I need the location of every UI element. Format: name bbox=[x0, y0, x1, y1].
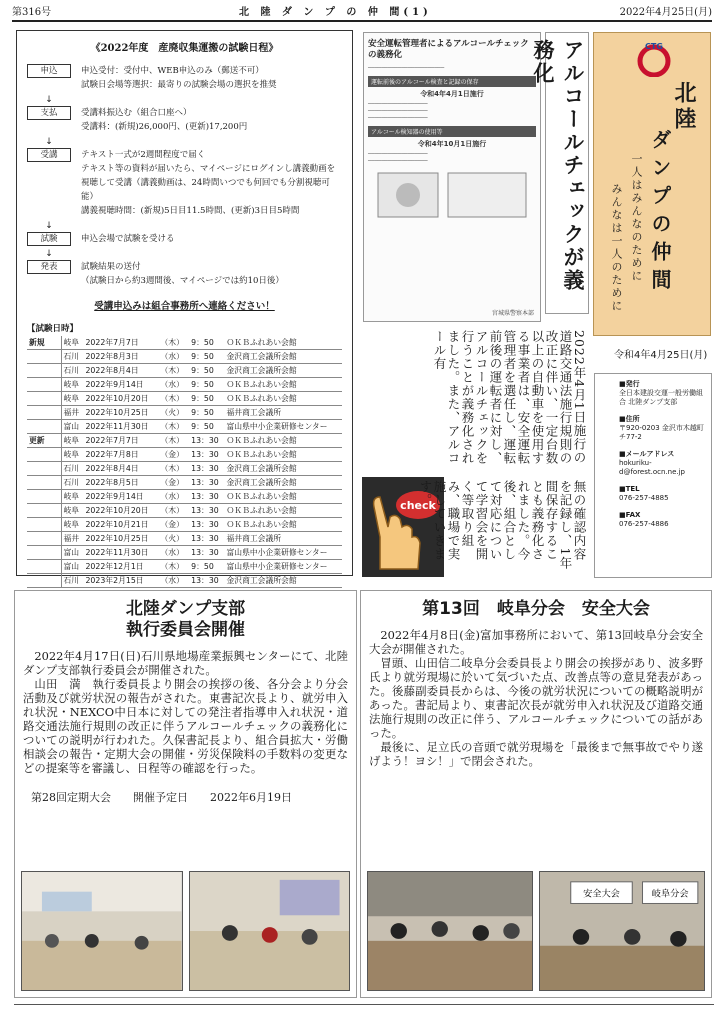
exam-cell: 9：50 bbox=[189, 364, 224, 378]
exam-cell: （水） bbox=[158, 546, 189, 560]
exam-row bbox=[27, 560, 342, 574]
exam-cell: （木） bbox=[158, 420, 189, 434]
poster-text-1: ─────────────────────── bbox=[368, 65, 445, 71]
exam-cell: 2022年7月7日 bbox=[83, 336, 158, 350]
schedule-steps bbox=[27, 64, 342, 288]
step-line: （試験日から約3週間後、マイページでは約10日後） bbox=[81, 276, 284, 286]
exam-category bbox=[27, 518, 61, 532]
schedule-step bbox=[27, 148, 342, 218]
exam-row bbox=[27, 504, 342, 518]
check-label: check bbox=[400, 499, 436, 512]
exam-cell: （火） bbox=[158, 532, 189, 546]
exam-cell: （水） bbox=[158, 490, 189, 504]
schedule-notice: 受講申込みは組合事務所へ連絡ください！ bbox=[94, 301, 275, 312]
exam-category bbox=[27, 476, 61, 490]
exam-row bbox=[27, 420, 342, 434]
exam-cell: 13：30 bbox=[189, 518, 224, 532]
exam-category bbox=[27, 504, 61, 518]
exam-cell: （木） bbox=[158, 336, 189, 350]
step-line: テキスト等の資料が届いたら、マイページにログインし講義動画を bbox=[81, 164, 336, 174]
fax-value: 076-257-4886 bbox=[619, 520, 669, 528]
exam-cell: （火） bbox=[158, 406, 189, 420]
exam-cell: 2022年10月21日 bbox=[83, 518, 158, 532]
exam-category bbox=[27, 420, 61, 434]
exam-category: 新規 bbox=[27, 336, 61, 350]
exam-category: 更新 bbox=[27, 434, 61, 448]
step-description bbox=[81, 106, 247, 134]
step-description bbox=[81, 148, 342, 218]
right-photos bbox=[367, 871, 705, 991]
safety-sign-1: 安全大会 bbox=[583, 889, 620, 900]
schedule-step bbox=[27, 106, 342, 134]
union-logo-icon bbox=[634, 41, 674, 77]
right-paragraph: 2022年4月8日(金)富加事務所において、第13回岐阜分会安全大会が開催された。 bbox=[369, 628, 703, 656]
exam-cell: 13：30 bbox=[189, 546, 224, 560]
step-line: 視聴して受講（講義動画は、24時間いつでも何回でも分割視聴可能） bbox=[81, 178, 330, 202]
masthead-motto-2: みんなは一人のために bbox=[610, 183, 623, 313]
exam-cell: （木） bbox=[158, 504, 189, 518]
publisher-name: 全日本建設交運一般労働組合 北陸ダンプ支部 bbox=[619, 389, 703, 406]
page-footer-rule bbox=[14, 1004, 714, 1005]
left-article-body bbox=[23, 649, 348, 775]
step-line: 受講料：(新規)26,000円、(更新)17,200円 bbox=[81, 122, 248, 132]
exam-row bbox=[27, 574, 342, 588]
exam-cell: 石川 bbox=[61, 476, 83, 490]
step-description bbox=[81, 260, 284, 288]
exam-cell: 2022年10月25日 bbox=[83, 532, 158, 546]
exam-cell: 2022年8月3日 bbox=[83, 350, 158, 364]
masthead-title: ダンプの仲間 bbox=[648, 129, 672, 297]
exam-cell: 13：30 bbox=[189, 462, 224, 476]
exam-cell: （木） bbox=[158, 462, 189, 476]
exam-row bbox=[27, 546, 342, 560]
step-label: 試験 bbox=[27, 232, 71, 246]
exam-cell: 2022年9月14日 bbox=[83, 490, 158, 504]
exam-cell: 石川 bbox=[61, 462, 83, 476]
exam-cell: （金） bbox=[158, 448, 189, 462]
exam-cell: ＯＫＢふれあい会館 bbox=[224, 490, 342, 504]
convention-plan: 第28回定期大会 開催予定日 2022年6月19日 bbox=[31, 791, 292, 804]
mail-value: hokuriku-d@forest.ocn.ne.jp bbox=[619, 459, 685, 476]
exam-cell: 13：30 bbox=[189, 448, 224, 462]
step-line: 試験結果の送付 bbox=[81, 262, 141, 272]
exam-cell: （水） bbox=[158, 378, 189, 392]
exam-cell: （木） bbox=[158, 560, 189, 574]
exam-row bbox=[27, 378, 342, 392]
step-arrow-icon: ↓ bbox=[45, 221, 53, 231]
mail-label: ■メールアドレス bbox=[619, 450, 675, 458]
logo-mark-text: CTG bbox=[645, 42, 663, 51]
poster-bar-1: 運転前後のアルコール検査と記録の保存 bbox=[368, 76, 536, 87]
exam-cell: （金） bbox=[158, 476, 189, 490]
right-paragraph: 冒頭、山田信二岐阜分会委員長より開会の挨拶があり、波多野氏より就労現場に於いて気づいた点、改善点等の意見発表があった。後藤副委員長からは、今後の就労状況についての概略説明があった。書記局より、東書記次長が就労申入れ状況及び道路交通法施行規則の改正に伴う、アルコールチェックについての話があった。 bbox=[369, 656, 703, 740]
exam-row bbox=[27, 532, 342, 546]
step-line: 講義視聴時間：(新規)5日目11.5時間、(更新)3日目5時間 bbox=[81, 206, 300, 216]
exam-cell: ＯＫＢふれあい会館 bbox=[224, 518, 342, 532]
exam-row bbox=[27, 364, 342, 378]
exam-dates-table bbox=[27, 336, 342, 588]
schedule-step bbox=[27, 64, 342, 92]
poster-illustration bbox=[368, 165, 536, 225]
exam-cell: 2022年10月20日 bbox=[83, 392, 158, 406]
publisher-info bbox=[594, 373, 712, 578]
exam-cell: 富山県中小企業研修センター bbox=[224, 560, 342, 574]
exam-category bbox=[27, 378, 61, 392]
page-header bbox=[12, 4, 712, 22]
tel-label: ■TEL bbox=[619, 485, 640, 493]
exam-cell: （木） bbox=[158, 392, 189, 406]
exam-category bbox=[27, 546, 61, 560]
exam-row bbox=[27, 462, 342, 476]
schedule-step bbox=[27, 232, 342, 246]
exam-cell: 2022年11月30日 bbox=[83, 420, 158, 434]
exam-cell: 金沢商工会議所会館 bbox=[224, 476, 342, 490]
exam-cell: ＯＫＢふれあい会館 bbox=[224, 434, 342, 448]
exam-row bbox=[27, 490, 342, 504]
exam-cell: （木） bbox=[158, 434, 189, 448]
exam-category bbox=[27, 490, 61, 504]
safety-photo-2 bbox=[539, 871, 705, 991]
exam-cell: 2022年10月20日 bbox=[83, 504, 158, 518]
exam-cell: ＯＫＢふれあい会館 bbox=[224, 448, 342, 462]
step-label: 支払 bbox=[27, 106, 71, 120]
tel-value: 076-257-4885 bbox=[619, 494, 669, 502]
step-label: 申込 bbox=[27, 64, 71, 78]
step-label: 発表 bbox=[27, 260, 71, 274]
exam-cell: 9：50 bbox=[189, 420, 224, 434]
poster-bar-2: アルコール検知器の使用等 bbox=[368, 126, 536, 137]
safety-photo-1 bbox=[367, 871, 533, 991]
step-description bbox=[81, 232, 175, 246]
exam-cell: 2022年12月1日 bbox=[83, 560, 158, 574]
exam-category bbox=[27, 364, 61, 378]
step-line: 申込受付：受付中、WEB申込のみ（郵送不可） bbox=[81, 66, 264, 76]
exam-cell: 9：50 bbox=[189, 350, 224, 364]
schedule-title: 《2022年度 産廃収集運搬の試験日程》 bbox=[90, 43, 279, 54]
exam-cell: 13：30 bbox=[189, 574, 224, 588]
alcohol-article-part2: 無の確認内容を記録し、1年間保存することも義務化されました。今後、組合として対応について学習会を開く等取り組み、職場で実施していきます。 bbox=[418, 480, 587, 570]
exam-cell: 2022年8月4日 bbox=[83, 364, 158, 378]
exam-cell: 岐阜 bbox=[61, 392, 83, 406]
exam-cell: 金沢商工会議所会館 bbox=[224, 462, 342, 476]
exam-cell: 岐阜 bbox=[61, 490, 83, 504]
publication-date: 令和4年4月25日(月) bbox=[614, 350, 708, 361]
poster-text-3: ────────────────── ────────────────── bbox=[368, 151, 428, 164]
exam-cell: 2022年10月25日 bbox=[83, 406, 158, 420]
safety-meeting-article bbox=[360, 590, 712, 998]
step-arrow-icon: ↓ bbox=[45, 137, 53, 147]
issue-number: 第316号 bbox=[12, 7, 52, 18]
exam-row bbox=[27, 448, 342, 462]
exam-cell: 福井商工会議所 bbox=[224, 532, 342, 546]
exam-cell: 13：30 bbox=[189, 476, 224, 490]
meeting-photo-2 bbox=[189, 871, 351, 991]
poster-title: 安全運転管理者によるアルコールチェックの義務化 bbox=[368, 39, 529, 60]
exam-cell: 2022年7月7日 bbox=[83, 434, 158, 448]
exam-cell: 13：30 bbox=[189, 504, 224, 518]
exam-row bbox=[27, 434, 342, 448]
exam-category bbox=[27, 392, 61, 406]
exam-cell: 2022年8月5日 bbox=[83, 476, 158, 490]
exam-cell: ＯＫＢふれあい会館 bbox=[224, 336, 342, 350]
header-date: 2022年4月25日(月) bbox=[619, 7, 712, 18]
exam-cell: 岐阜 bbox=[61, 434, 83, 448]
exam-category bbox=[27, 448, 61, 462]
exam-cell: 13：30 bbox=[189, 532, 224, 546]
exam-row bbox=[27, 392, 342, 406]
exam-cell: 13：30 bbox=[189, 490, 224, 504]
left-title-text: 北陸ダンプ支部 執行委員会開催 bbox=[125, 599, 246, 640]
right-article-title: 第13回 岐阜分会 安全大会 bbox=[422, 599, 650, 619]
exam-dates-label: 【試験日時】 bbox=[27, 324, 79, 334]
exam-cell: ＯＫＢふれあい会館 bbox=[224, 392, 342, 406]
safety-sign-2: 岐阜分会 bbox=[651, 889, 689, 900]
exam-cell: （水） bbox=[158, 574, 189, 588]
exam-cell: 富山 bbox=[61, 560, 83, 574]
exam-cell: 9：50 bbox=[189, 336, 224, 350]
exam-cell: 富山 bbox=[61, 546, 83, 560]
left-paragraph: 2022年4月17日(日)石川県地場産業振興センターにて、北陸ダンプ支部執行委員会が開催された。 bbox=[23, 649, 348, 677]
poster-date-1: 令和4年4月1日施行 bbox=[420, 90, 484, 98]
exam-row bbox=[27, 518, 342, 532]
exam-category bbox=[27, 350, 61, 364]
exam-cell: 岐阜 bbox=[61, 448, 83, 462]
exam-cell: （木） bbox=[158, 364, 189, 378]
masthead-motto-1: 一人はみんなのために bbox=[630, 153, 643, 283]
right-paragraph: 最後に、足立氏の音頭で就労現場を「最後まで無事故でやり遂げよう！ヨシ！」で閉会された。 bbox=[369, 740, 703, 768]
exam-cell: ＯＫＢふれあい会館 bbox=[224, 504, 342, 518]
step-line: テキスト一式が2週間程度で届く bbox=[81, 150, 206, 160]
exam-cell: 富山県中小企業研修センター bbox=[224, 420, 342, 434]
exam-cell: 金沢商工会議所会館 bbox=[224, 350, 342, 364]
exam-cell: 岐阜 bbox=[61, 378, 83, 392]
fax-label: ■FAX bbox=[619, 511, 641, 519]
step-description bbox=[81, 64, 277, 92]
exam-cell: （水） bbox=[158, 350, 189, 364]
exam-cell: 岐阜 bbox=[61, 518, 83, 532]
step-line: 試験日会場等選択：最寄りの試験会場の選択を推奨 bbox=[81, 80, 277, 90]
exam-row bbox=[27, 476, 342, 490]
exam-cell: 9：50 bbox=[189, 560, 224, 574]
exam-cell: 富山県中小企業研修センター bbox=[224, 546, 342, 560]
exam-cell: 福井 bbox=[61, 532, 83, 546]
executive-committee-article bbox=[14, 590, 357, 998]
step-arrow-icon: ↓ bbox=[45, 249, 53, 259]
masthead-logo bbox=[593, 32, 711, 336]
step-line: 受講料振込む（組合口座へ） bbox=[81, 108, 192, 118]
exam-cell: 9：50 bbox=[189, 392, 224, 406]
exam-category bbox=[27, 406, 61, 420]
exam-cell: 石川 bbox=[61, 574, 83, 588]
newsletter-title: 北 陸 ダ ン プ の 仲 間(1) bbox=[238, 7, 432, 18]
exam-cell: （金） bbox=[158, 518, 189, 532]
schedule-step bbox=[27, 260, 342, 288]
poster-footer: 宮城県警察本部 bbox=[491, 310, 534, 317]
exam-category bbox=[27, 560, 61, 574]
exam-schedule-box bbox=[16, 30, 353, 586]
exam-row bbox=[27, 350, 342, 364]
meeting-photo-1 bbox=[21, 871, 183, 991]
exam-cell: 2022年8月4日 bbox=[83, 462, 158, 476]
exam-cell: 石川 bbox=[61, 350, 83, 364]
alcohol-check-poster bbox=[363, 32, 541, 322]
poster-text-2: ────────────────── ────────────────── ────────────────── bbox=[368, 101, 428, 121]
vertical-headline: アルコールチェックが義務化 bbox=[545, 32, 589, 314]
step-arrow-icon: ↓ bbox=[45, 95, 53, 105]
left-paragraph: 山田 満 執行委員長より開会の挨拶の後、各分会より分会活動及び就労状況の報告がされた。東書記次長より、就労申入れ状況・NEXCO中日本に対しての発注者指導申入れ状況・道路交通法施行規則の改正に伴うアルコールチェックの義務化についての説明が行われた。久保書記長より、組合員拡大・労働相談会の報告・定期大会の開催・労災保険料の手数料の変更などの提案等を審議し、日程等の確認を行った。 bbox=[23, 677, 348, 775]
exam-row bbox=[27, 406, 342, 420]
exam-category bbox=[27, 532, 61, 546]
exam-cell: 富山 bbox=[61, 420, 83, 434]
exam-cell: 岐阜 bbox=[61, 336, 83, 350]
exam-cell: 岐阜 bbox=[61, 504, 83, 518]
exam-cell: 金沢商工会議所会館 bbox=[224, 364, 342, 378]
left-article-title bbox=[23, 599, 348, 641]
exam-cell: 2022年9月14日 bbox=[83, 378, 158, 392]
exam-cell: ＯＫＢふれあい会館 bbox=[224, 378, 342, 392]
exam-row bbox=[27, 336, 342, 350]
masthead-region: 北陸 bbox=[671, 81, 697, 133]
exam-cell: 9：50 bbox=[189, 378, 224, 392]
step-line: 申込会場で試験を受ける bbox=[81, 234, 175, 244]
exam-cell: 2023年2月15日 bbox=[83, 574, 158, 588]
alcohol-article-part1: 2022年4月1日施行の道路交通法施行規則の改正に伴い、一定台数以上の自動車を使用する事業者は、安全運転管理者を選任し、運転前後の運転者に対し、アルコールチェックを行うことが義務化されました。また、アルコール有 bbox=[432, 330, 587, 465]
exam-cell: 9：50 bbox=[189, 406, 224, 420]
address-value: 〒920-0203 金沢市木越町チ77-2 bbox=[619, 424, 704, 441]
exam-cell: 福井商工会議所 bbox=[224, 406, 342, 420]
exam-cell: 石川 bbox=[61, 364, 83, 378]
right-article-body bbox=[369, 628, 703, 768]
exam-cell: 2022年11月30日 bbox=[83, 546, 158, 560]
exam-cell: 13：30 bbox=[189, 434, 224, 448]
exam-category bbox=[27, 574, 61, 588]
publisher-label: ■発行 bbox=[619, 380, 640, 388]
left-photos bbox=[21, 871, 350, 991]
exam-category bbox=[27, 462, 61, 476]
exam-cell: 福井 bbox=[61, 406, 83, 420]
exam-cell: 2022年7月8日 bbox=[83, 448, 158, 462]
exam-cell: 金沢商工会議所会館 bbox=[224, 574, 342, 588]
poster-date-2: 令和4年10月1日施行 bbox=[417, 140, 487, 148]
step-label: 受講 bbox=[27, 148, 71, 162]
address-label: ■住所 bbox=[619, 415, 640, 423]
